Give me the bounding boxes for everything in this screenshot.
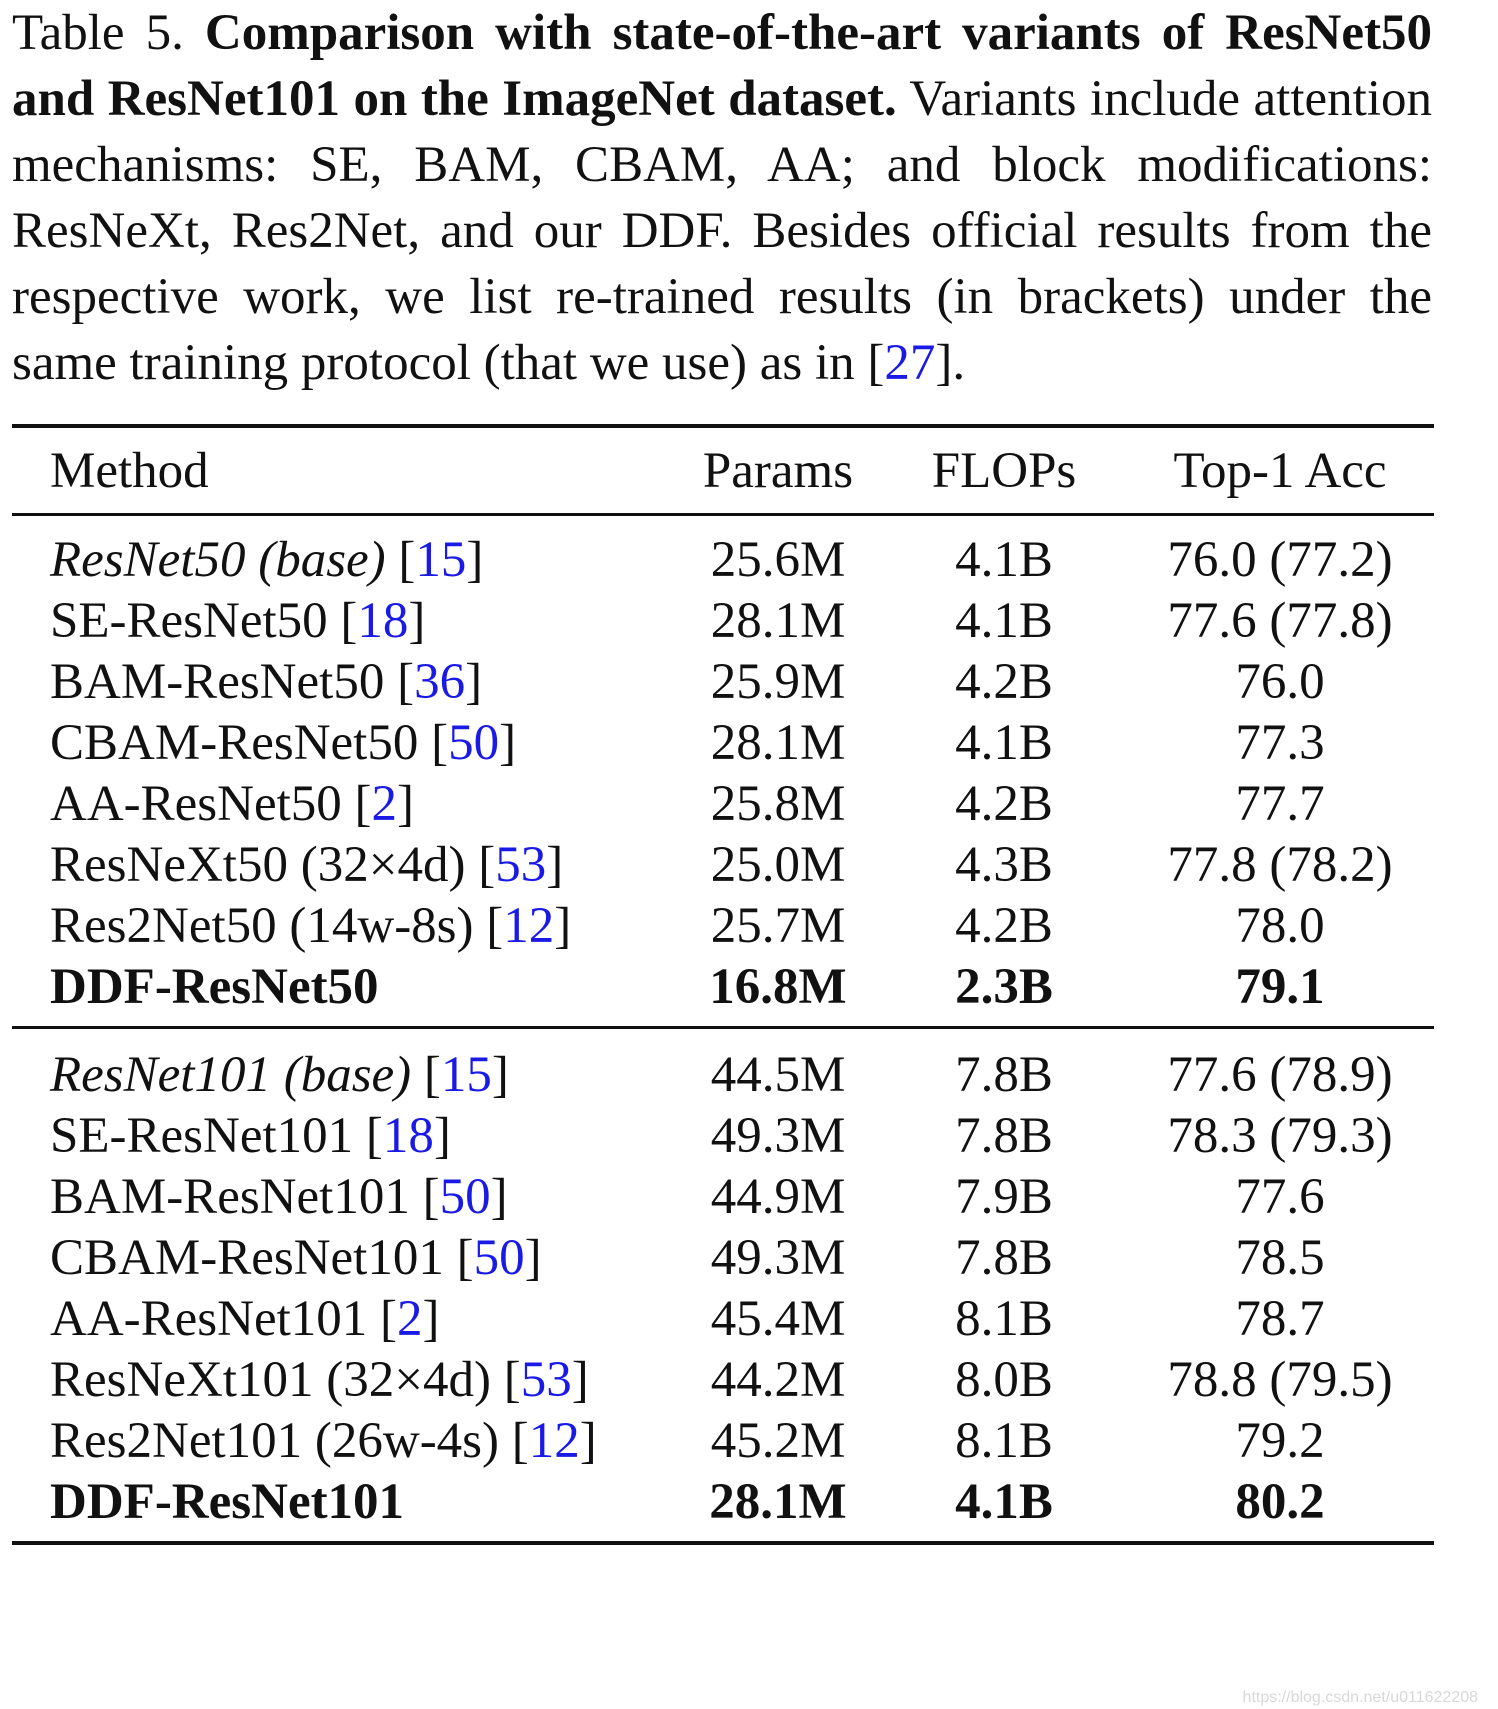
method-name: ResNeXt50 (32×4d) — [50, 837, 466, 893]
method-cell: AA-ResNet101 [2] — [50, 1291, 440, 1347]
acc-cell: 79.2 — [1235, 1413, 1325, 1469]
table-row — [0, 1408, 1498, 1474]
header-rule — [12, 513, 1434, 516]
citation-link[interactable]: 2 — [371, 776, 398, 832]
params-cell: 44.2M — [710, 1352, 846, 1408]
method-name: Res2Net50 (14w-8s) — [50, 898, 474, 954]
flops-cell: 4.1B — [955, 593, 1053, 649]
method-cell: BAM-ResNet101 [50] — [50, 1169, 508, 1225]
header-params: Params — [702, 443, 854, 499]
params-cell: 16.8M — [709, 959, 847, 1015]
table-row — [0, 1042, 1498, 1108]
method-name: CBAM-ResNet101 — [50, 1230, 444, 1286]
citation-link[interactable]: 53 — [495, 837, 547, 893]
citation-link[interactable]: 15 — [440, 1047, 492, 1103]
citation-link[interactable]: 50 — [439, 1169, 491, 1225]
params-cell: 28.1M — [710, 715, 846, 771]
params-cell: 25.8M — [710, 776, 846, 832]
method-cell: AA-ResNet50 [2] — [50, 776, 414, 832]
method-name: CBAM-ResNet50 — [50, 715, 419, 771]
table-row — [0, 1164, 1498, 1230]
params-cell: 25.0M — [710, 837, 846, 893]
params-cell: 44.5M — [710, 1047, 846, 1103]
method-name: Res2Net101 (26w-4s) — [50, 1413, 500, 1469]
params-cell: 28.1M — [709, 1474, 847, 1530]
caption-label: Table 5. — [12, 5, 184, 61]
table-row — [0, 649, 1498, 715]
table-row — [0, 893, 1498, 959]
flops-cell: 7.8B — [955, 1230, 1053, 1286]
acc-cell: 76.0 (77.2) — [1167, 532, 1393, 588]
table-row-ours — [0, 1469, 1498, 1535]
table-row — [0, 527, 1498, 593]
table-row — [0, 832, 1498, 898]
flops-cell: 8.1B — [955, 1413, 1053, 1469]
flops-cell: 4.1B — [955, 1474, 1053, 1530]
table-row — [0, 1286, 1498, 1352]
method-name: SE-ResNet101 — [50, 1108, 354, 1164]
acc-cell: 77.7 — [1235, 776, 1325, 832]
header-flops: FLOPs — [931, 443, 1077, 499]
acc-cell: 78.0 — [1235, 898, 1325, 954]
acc-cell: 76.0 — [1235, 654, 1325, 710]
table-caption — [12, 0, 1432, 396]
table-row-ours — [0, 954, 1498, 1020]
method-name: SE-ResNet50 — [50, 593, 328, 649]
method-name: BAM-ResNet101 — [50, 1169, 410, 1225]
method-cell: CBAM-ResNet50 [50] — [50, 715, 517, 771]
citation-link-27[interactable]: 27 — [884, 335, 936, 391]
acc-cell: 78.8 (79.5) — [1167, 1352, 1393, 1408]
params-cell: 45.2M — [710, 1413, 846, 1469]
table-row — [0, 1225, 1498, 1291]
acc-cell: 77.6 — [1235, 1169, 1325, 1225]
acc-cell: 78.3 (79.3) — [1167, 1108, 1393, 1164]
params-cell: 45.4M — [710, 1291, 846, 1347]
method-name: AA-ResNet50 — [50, 776, 342, 832]
method-name: AA-ResNet101 — [50, 1291, 368, 1347]
table-row — [0, 771, 1498, 837]
method-name: DDF-ResNet101 — [50, 1474, 405, 1530]
citation-link[interactable]: 2 — [397, 1291, 423, 1347]
params-cell: 25.6M — [710, 532, 846, 588]
citation-link[interactable]: 36 — [414, 654, 466, 710]
table-top-rule — [12, 424, 1434, 428]
flops-cell: 7.8B — [955, 1108, 1053, 1164]
citation-link[interactable]: 18 — [382, 1108, 434, 1164]
flops-cell: 7.9B — [955, 1169, 1053, 1225]
method-cell: Res2Net50 (14w-8s) [12] — [50, 898, 572, 954]
flops-cell: 4.3B — [955, 837, 1053, 893]
flops-cell: 4.1B — [955, 532, 1053, 588]
citation-link[interactable]: 12 — [528, 1413, 580, 1469]
flops-cell: 4.2B — [955, 898, 1053, 954]
acc-cell: 80.2 — [1235, 1474, 1325, 1530]
params-cell: 28.1M — [710, 593, 846, 649]
caption-end: ]. — [935, 335, 966, 391]
table-header-row — [0, 438, 1498, 504]
acc-cell: 77.6 (77.8) — [1167, 593, 1393, 649]
caption-body: Variants include attention mechanisms: SE, BAM, CBAM, AA; and block modifications: ResNeXt, Res2Net, and our DDF. Besides official results from the respective work, we list re-trained results (in brackets) under the same training protocol (that we use) as in [ — [12, 71, 1432, 391]
watermark: https://blog.csdn.net/u011622208 — [1242, 1689, 1478, 1706]
method-cell: SE-ResNet50 [18] — [50, 593, 426, 649]
method-name: ResNeXt101 (32×4d) — [50, 1352, 491, 1408]
citation-link[interactable]: 50 — [448, 715, 500, 771]
table-row — [0, 710, 1498, 776]
acc-cell: 79.1 — [1235, 959, 1325, 1015]
method-cell: CBAM-ResNet101 [50] — [50, 1230, 542, 1286]
method-cell: Res2Net101 (26w-4s) [12] — [50, 1413, 597, 1469]
method-cell: SE-ResNet101 [18] — [50, 1108, 451, 1164]
citation-link[interactable]: 15 — [415, 532, 467, 588]
params-cell: 49.3M — [710, 1108, 846, 1164]
method-name: BAM-ResNet50 — [50, 654, 385, 710]
header-method: Method — [50, 443, 209, 499]
flops-cell: 4.2B — [955, 654, 1053, 710]
flops-cell: 7.8B — [955, 1047, 1053, 1103]
citation-link[interactable]: 18 — [357, 593, 409, 649]
acc-cell: 77.6 (78.9) — [1167, 1047, 1393, 1103]
flops-cell: 4.2B — [955, 776, 1053, 832]
method-cell: ResNeXt101 (32×4d) [53] — [50, 1352, 589, 1408]
table-bottom-rule — [12, 1541, 1434, 1545]
method-name: DDF-ResNet50 — [50, 959, 379, 1015]
method-cell: ResNet50 (base) [15] — [50, 532, 484, 588]
table-row — [0, 1347, 1498, 1413]
method-cell: BAM-ResNet50 [36] — [50, 654, 483, 710]
flops-cell: 2.3B — [955, 959, 1053, 1015]
params-cell: 25.7M — [710, 898, 846, 954]
method-cell: ResNet101 (base) [15] — [50, 1047, 509, 1103]
acc-cell: 78.5 — [1235, 1230, 1325, 1286]
group-separator-rule — [12, 1026, 1434, 1029]
params-cell: 49.3M — [710, 1230, 846, 1286]
header-acc: Top-1 Acc — [1173, 443, 1387, 499]
params-cell: 44.9M — [710, 1169, 846, 1225]
citation-link[interactable]: 50 — [473, 1230, 525, 1286]
acc-cell: 77.3 — [1235, 715, 1325, 771]
method-name: ResNet50 (base) — [50, 532, 386, 588]
params-cell: 25.9M — [710, 654, 846, 710]
flops-cell: 8.0B — [955, 1352, 1053, 1408]
table-row — [0, 588, 1498, 654]
acc-cell: 78.7 — [1235, 1291, 1325, 1347]
citation-link[interactable]: 12 — [503, 898, 555, 954]
caption-title: Comparison with state-of-the-art variants of ResNet50 and ResNet101 on the ImageNet dataset. — [12, 5, 1432, 127]
acc-cell: 77.8 (78.2) — [1167, 837, 1393, 893]
flops-cell: 4.1B — [955, 715, 1053, 771]
method-name: ResNet101 (base) — [50, 1047, 412, 1103]
table-row — [0, 1103, 1498, 1169]
citation-link[interactable]: 53 — [520, 1352, 572, 1408]
flops-cell: 8.1B — [955, 1291, 1053, 1347]
method-cell: ResNeXt50 (32×4d) [53] — [50, 837, 564, 893]
